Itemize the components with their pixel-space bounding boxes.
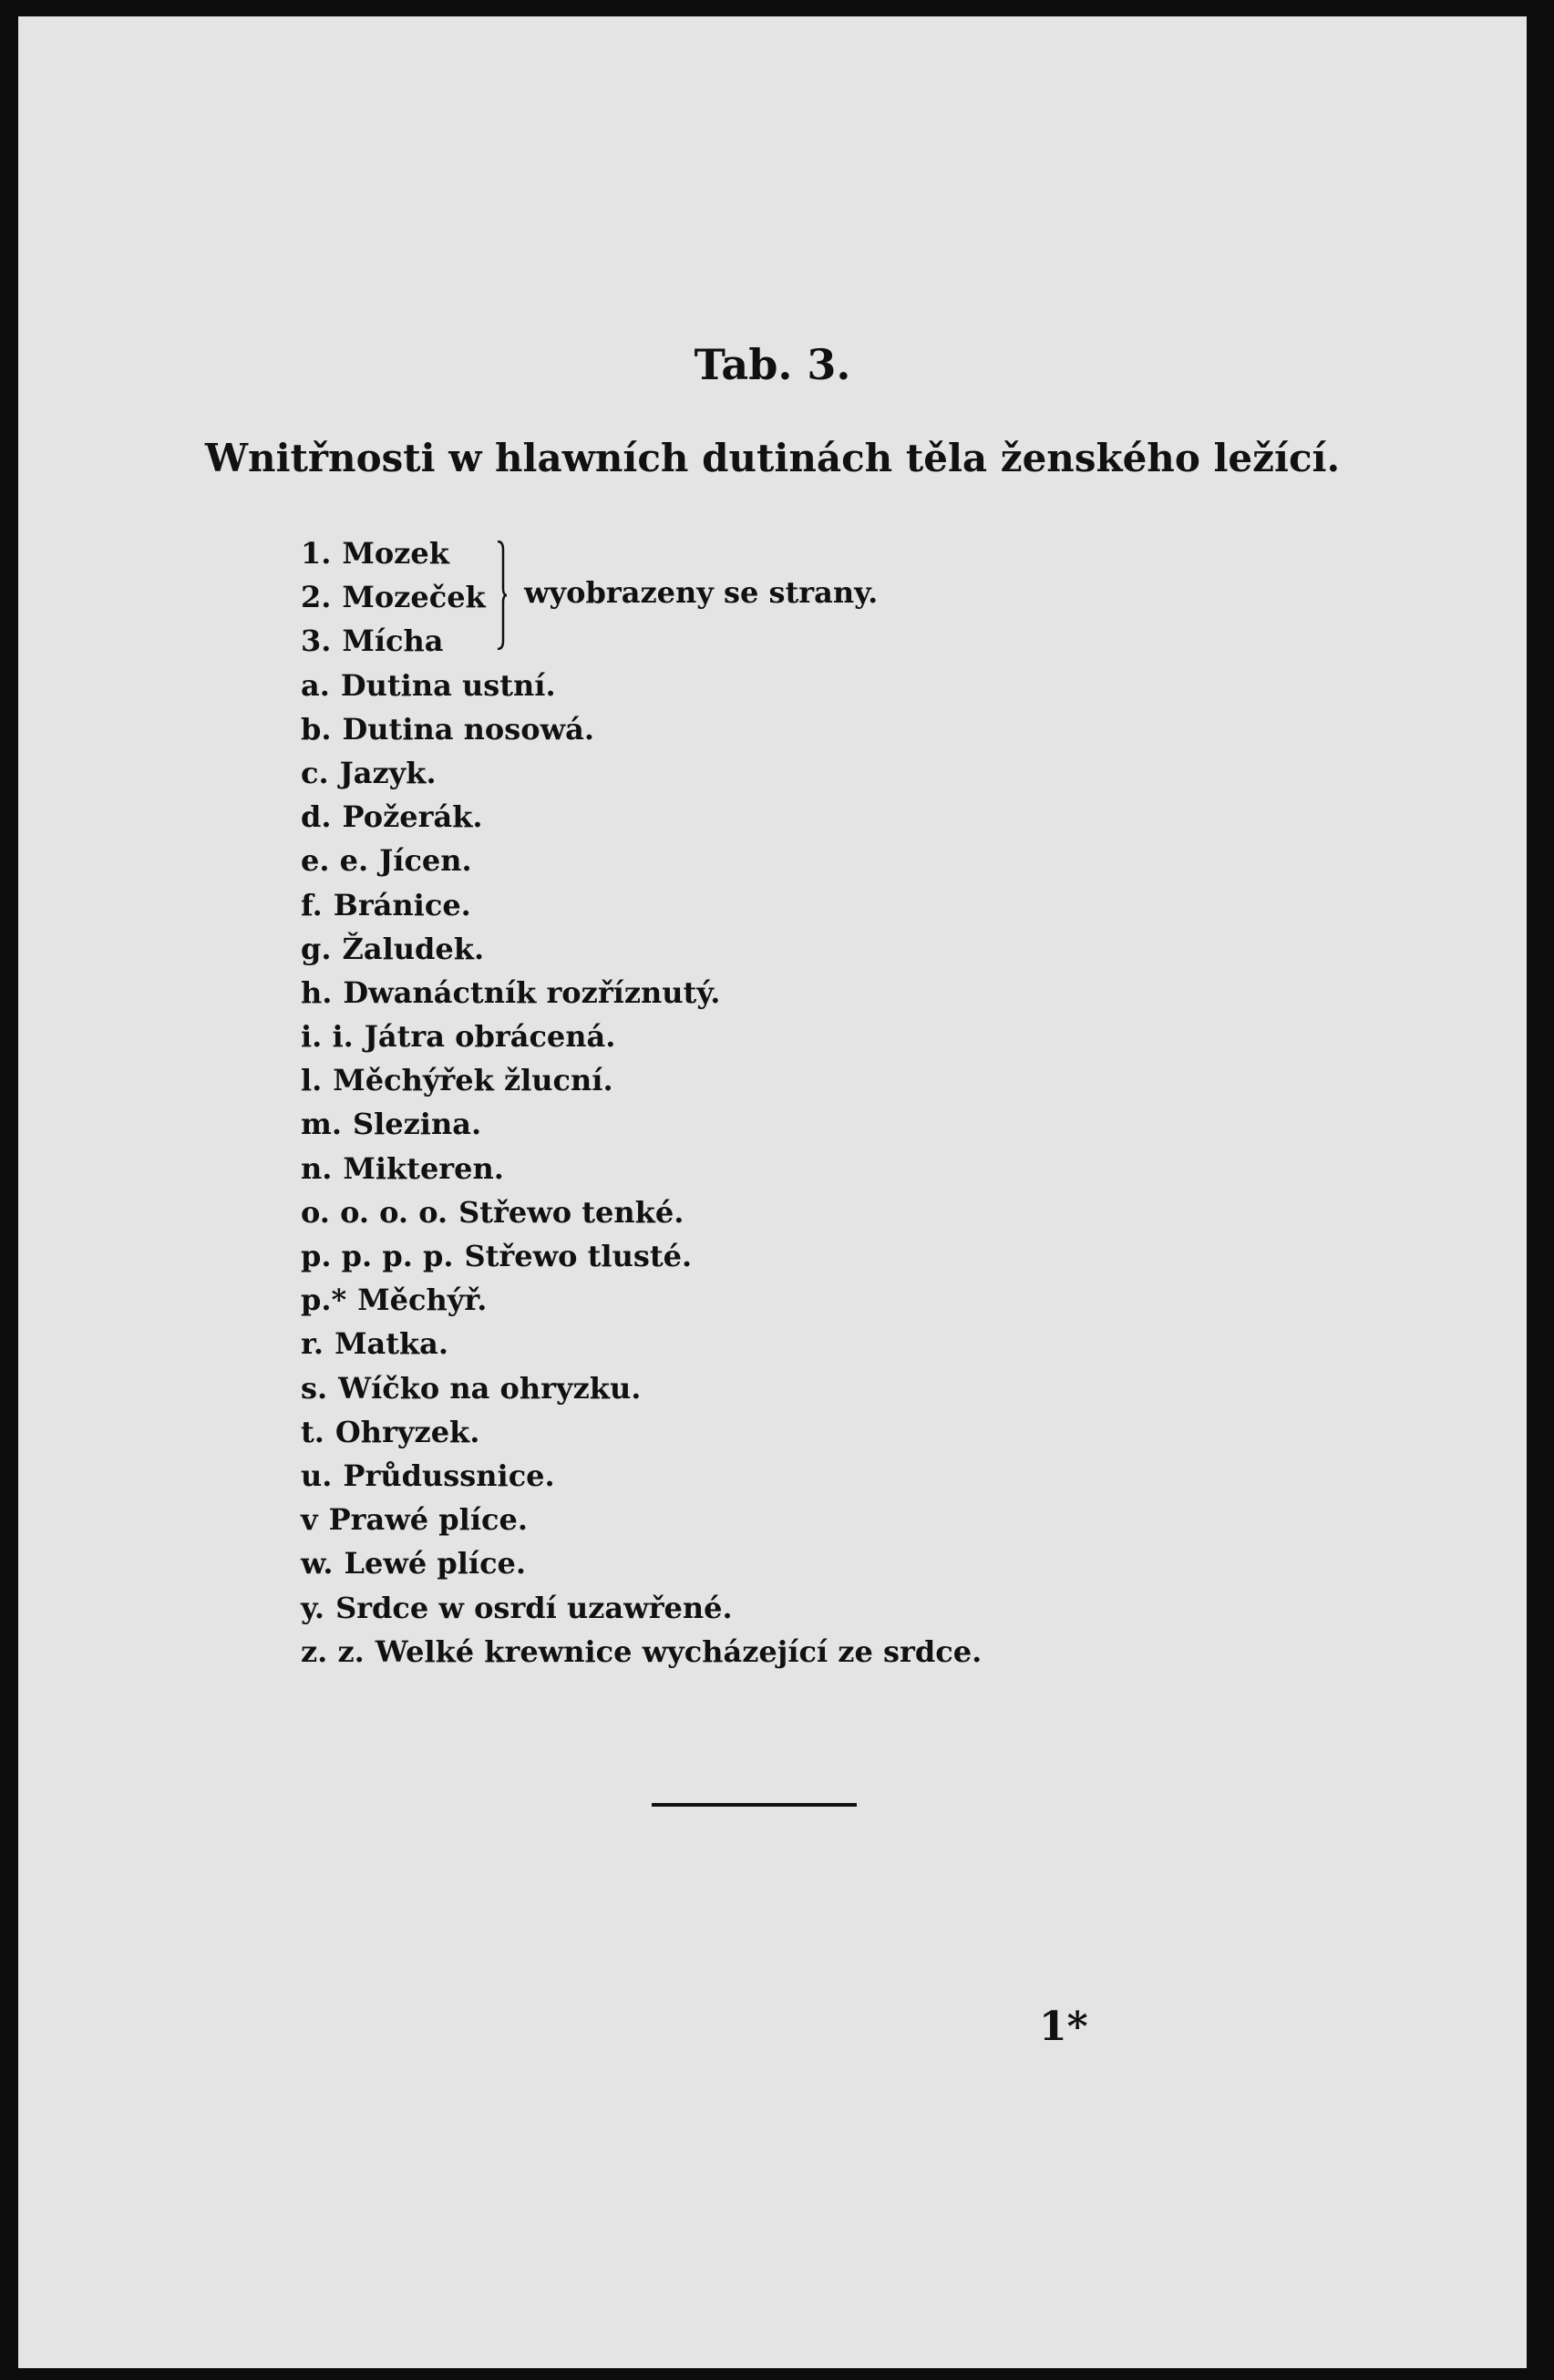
legend-item — [301, 883, 982, 927]
legend-item — [301, 707, 982, 751]
legend-item — [301, 1147, 982, 1190]
item-text: Střewo tenké. — [458, 1194, 684, 1230]
legend-item — [301, 619, 982, 663]
item-text: Měchýřek žlucní. — [333, 1063, 613, 1098]
item-label: p.* — [301, 1283, 347, 1318]
item-text: Dwanáctník rozříznutý. — [343, 974, 721, 1010]
item-label: r. — [301, 1326, 324, 1362]
legend-item — [301, 1058, 982, 1102]
item-text: Lewé plíce. — [344, 1546, 527, 1582]
item-label: n. — [301, 1150, 333, 1186]
legend-item — [301, 795, 982, 839]
item-text: Welké krewnice wycházející ze srdce. — [375, 1633, 983, 1669]
item-text: Jícen. — [379, 843, 472, 879]
item-label: 1. — [301, 536, 332, 571]
item-label: f. — [301, 887, 323, 922]
item-text: Dutina ustní. — [340, 667, 556, 703]
item-text: Dutina nosowá. — [342, 711, 594, 747]
plate-title: Tab. 3. — [694, 340, 851, 389]
legend-item — [301, 1015, 982, 1058]
item-label: g. — [301, 931, 332, 966]
item-label: d. — [301, 799, 332, 835]
item-label: v — [301, 1502, 318, 1538]
item-label: p. p. p. p. — [301, 1239, 454, 1273]
legend-item — [301, 927, 982, 971]
item-text: Střewo tlusté. — [464, 1239, 693, 1273]
curly-brace-icon — [497, 541, 508, 650]
item-label: w. — [301, 1546, 334, 1582]
item-text: Mozek — [342, 536, 449, 571]
item-label: u. — [301, 1458, 333, 1493]
legend-item — [301, 1410, 982, 1454]
item-label: o. o. o. o. — [301, 1194, 448, 1230]
item-text: Mozeček — [342, 580, 486, 615]
brace-note: wyobrazeny se strany. — [524, 575, 879, 610]
legend-item — [301, 531, 982, 575]
legend-item — [301, 1630, 982, 1674]
item-label: a. — [301, 667, 330, 703]
divider-rule — [652, 1803, 857, 1807]
legend-item — [301, 1322, 982, 1365]
page — [18, 16, 1527, 2368]
item-label: i. i. — [301, 1019, 354, 1055]
item-label: e. e. — [301, 843, 369, 879]
item-text: Matka. — [334, 1326, 449, 1362]
item-text: Mikteren. — [343, 1150, 504, 1186]
legend-list — [301, 531, 982, 1674]
item-text: Játra obrácená. — [364, 1019, 616, 1055]
item-label: h. — [301, 974, 333, 1010]
legend-item — [301, 1454, 982, 1498]
item-label: b. — [301, 711, 332, 747]
item-label: l. — [301, 1063, 323, 1098]
item-label: z. z. — [301, 1633, 365, 1669]
item-text: Mícha — [342, 623, 444, 659]
item-text: Bránice. — [333, 887, 471, 922]
item-label: m. — [301, 1107, 342, 1142]
legend-item — [301, 1541, 982, 1585]
item-text: Ohryzek. — [334, 1414, 480, 1449]
legend-item — [301, 1586, 982, 1630]
item-text: Prawé plíce. — [328, 1502, 528, 1538]
legend-item — [301, 1278, 982, 1322]
item-label: 2. — [301, 580, 332, 615]
legend-item — [301, 751, 982, 795]
item-text: Wíčko na ohryzku. — [338, 1370, 642, 1406]
legend-item — [301, 1234, 982, 1278]
legend-item — [301, 971, 982, 1015]
plate-heading: Wnitřnosti w hlawních dutinách těla ženského ležící. — [204, 436, 1341, 480]
item-label: y. — [301, 1590, 325, 1625]
item-text: Žaludek. — [342, 931, 485, 966]
legend-item — [301, 1102, 982, 1146]
item-text: Průdussnice. — [343, 1458, 555, 1493]
legend-item — [301, 1366, 982, 1410]
legend-item — [301, 1498, 982, 1541]
legend-item — [301, 1190, 982, 1234]
item-text: Požerák. — [342, 799, 483, 835]
item-text: Srdce w osrdí uzawřené. — [335, 1590, 733, 1625]
item-text: Jazyk. — [339, 755, 437, 790]
item-text: Slezina. — [353, 1107, 482, 1142]
item-label: s. — [301, 1370, 328, 1406]
legend-item — [301, 664, 982, 707]
item-label: t. — [301, 1414, 324, 1449]
item-label: 3. — [301, 623, 332, 659]
item-text: Měchýř. — [357, 1283, 488, 1318]
legend-item — [301, 839, 982, 882]
item-label: c. — [301, 755, 329, 790]
page-folio: 1* — [1039, 2004, 1088, 2050]
